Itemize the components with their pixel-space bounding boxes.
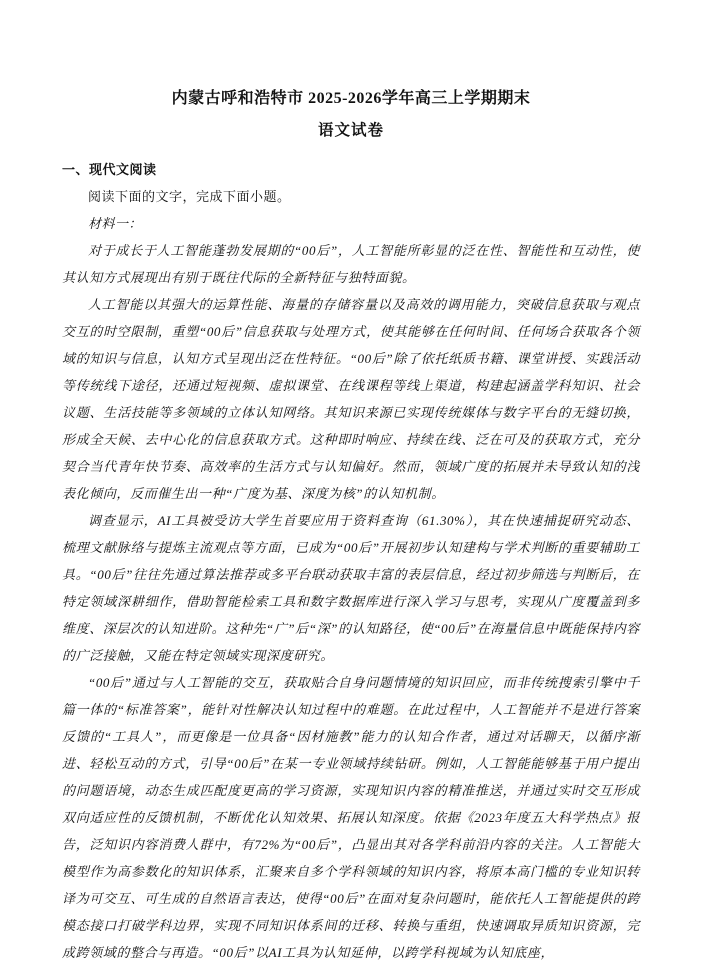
paper-title-line2: 语文试卷	[317, 122, 384, 139]
material-paragraph-3: 调查显示，AI工具被受访大学生首要应用于资料查询（61.30%），其在快速捕捉研究动态、梳理文献脉络与提炼主流观点等方面，已成为“00后”开展初步认知建构与学术判断的重要辅助工具。“00后”往往先通过算法推荐或多平台联动获取丰富的表层信息，经过初步筛选与判断后，在特定领域深耕细作，借助智能检索工具和数字数据库进行深入学习与思考，实现从广度覆盖到多维度、深层次的认知进阶。这种先“广”后“深”的认知路径，使“00后”在海量信息中既能保持内容的广泛接触，又能在特定领域实现深度研究。	[62, 513, 640, 663]
reading-instruction: 阅读下面的文字，完成下面小题。	[88, 189, 291, 204]
section-heading-modern-text-reading: 一、现代文阅读	[62, 162, 157, 177]
material-one-label: 材料一：	[88, 216, 143, 231]
material-paragraph-2: 人工智能以其强大的运算性能、海量的存储容量以及高效的调用能力，突破信息获取与观点交互的时空限制，重塑“00后”信息获取与处理方式，使其能够在任何时间、任何场合获取各个领域的知识与信息，认知方式呈现出泛在性特征。“00后”除了依托纸质书籍、课堂讲授、实践活动等传统线下途径，还通过短视频、虚拟课堂、在线课程等线上渠道，构建起涵盖学科知识、社会议题、生活技能等多领域的立体认知网络。其知识来源已实现传统媒体与数字平台的无缝切换，形成全天候、去中心化的信息获取方式。这种即时响应、持续在线、泛在可及的获取方式，充分契合当代青年快节奏、高效率的生活方式与认知偏好。然而，领域广度的拓展并未导致认知的浅表化倾向，反而催生出一种“广度为基、深度为核”的认知机制。	[62, 297, 640, 501]
paper-title-line1: 内蒙古呼和浩特市 2025-2026学年高三上学期期末	[171, 90, 531, 107]
material-paragraph-4: “00后”通过与人工智能的交互，获取贴合自身问题情境的知识回应，而非传统搜索引擎中千篇一体的“标准答案”，能针对性解决认知过程中的难题。在此过程中，人工智能并不是进行答案反馈的“工具人”，而更像是一位具备“因材施教”能力的认知合作者，通过对话聊天，以循序渐进、轻松互动的方式，引导“00后”在某一专业领域持续钻研。例如，人工智能能够基于用户提出的问题语境，动态生成匹配度更高的学习资源，实现知识内容的精准推送，并通过实时交互形成双向适应性的反馈机制，不断优化认知效果、拓展认知深度。依据《2023年度五大科学热点》报告，泛知识内容消费人群中，有72%为“00后”，凸显出其对各学科前沿内容的关注。人工智能大模型作为高参数化的知识体系，汇聚来自多个学科领域的知识内容，将原本高门槛的专业知识转译为可交互、可生成的自然语言表达，使得“00后”在面对复杂问题时，能依托人工智能提供的跨模态接口打破学科边界，实现不同知识体系间的迁移、转换与重组，快速调取异质知识资源，完成跨领域的整合与再造。“00后”以AI工具为认知延伸，以跨学科视域为认知底座，	[62, 675, 640, 960]
material-paragraph-1: 对于成长于人工智能蓬勃发展期的“00后”，人工智能所彰显的泛在性、智能性和互动性，使其认知方式展现出有别于既往代际的全新特征与独特面貌。	[62, 243, 640, 285]
